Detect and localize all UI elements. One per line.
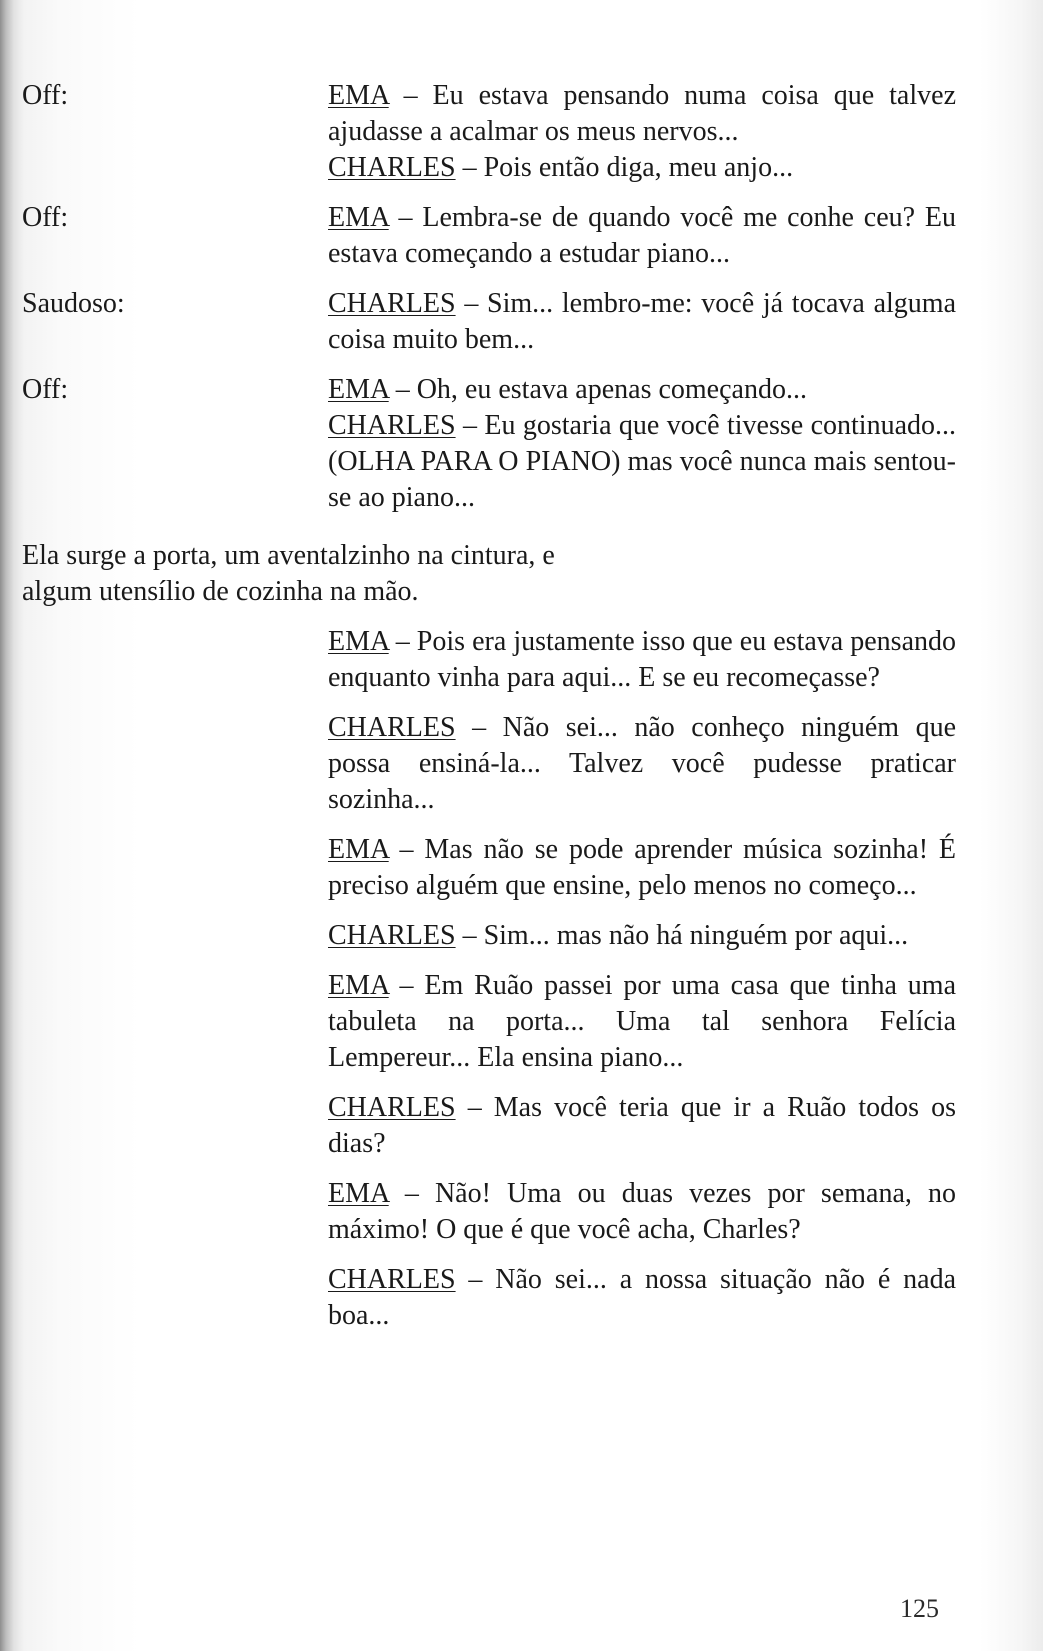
speech bbox=[328, 710, 956, 818]
dialogue-entry bbox=[0, 918, 1043, 954]
speech-text: – Não sei... não conheço ninguém que possa ensiná-la... Talvez você pudesse praticar sozinha... bbox=[328, 712, 956, 815]
speech-text: – Sim... mas não há ninguém por aqui... bbox=[462, 920, 909, 951]
speaker-name: CHARLES bbox=[328, 288, 456, 319]
speaker-name: EMA bbox=[328, 80, 389, 111]
dialogue-entry bbox=[0, 710, 1043, 818]
speech bbox=[328, 408, 956, 516]
speaker-name: EMA bbox=[328, 970, 389, 1001]
speaker-name: CHARLES bbox=[328, 410, 456, 441]
cue-label: Saudoso: bbox=[22, 288, 125, 319]
dialogue-entry bbox=[0, 832, 1043, 904]
speaker-name: EMA bbox=[328, 1178, 389, 1209]
cue-label: Off: bbox=[22, 374, 69, 405]
cue-label: Off: bbox=[22, 80, 69, 111]
speaker-name: CHARLES bbox=[328, 712, 456, 743]
dialogue-entry bbox=[0, 968, 1043, 1076]
cue-label: Off: bbox=[22, 202, 69, 233]
dialogue-entry bbox=[0, 624, 1043, 696]
speech-text: – Eu gostaria que você tivesse continuado... (OLHA PARA O PIANO) mas você nunca mais sentou-se ao piano... bbox=[328, 410, 956, 513]
script-text bbox=[0, 78, 1043, 1334]
speech bbox=[328, 832, 956, 904]
speaker-name: CHARLES bbox=[328, 1264, 456, 1295]
speech-text: – Sim... lembro-me: você já tocava alguma coisa muito bem... bbox=[328, 288, 956, 355]
speech-text: – Não! Uma ou duas vezes por semana, no máximo! O que é que você acha, Charles? bbox=[328, 1178, 956, 1245]
speech-text: – Em Ruão passei por uma casa que tinha uma tabuleta na porta... Uma tal senhora Felícia Lempereur... Ela ensina piano... bbox=[328, 970, 956, 1073]
speech bbox=[328, 372, 956, 408]
speech bbox=[328, 1090, 956, 1162]
dialogue-entry bbox=[0, 1176, 1043, 1248]
script-entry bbox=[0, 200, 1043, 272]
speaker-name: CHARLES bbox=[328, 1092, 456, 1123]
speech bbox=[328, 918, 956, 954]
script-entry bbox=[0, 78, 1043, 150]
speech bbox=[328, 286, 956, 358]
speech bbox=[328, 1262, 956, 1334]
script-entry bbox=[0, 372, 1043, 408]
script-entry bbox=[0, 286, 1043, 358]
speech bbox=[328, 1176, 956, 1248]
speech-text: – Mas não se pode aprender música sozinha! É preciso alguém que ensine, pelo menos no começo... bbox=[328, 834, 956, 901]
speech bbox=[328, 968, 956, 1076]
speech bbox=[328, 150, 956, 186]
speaker-name: CHARLES bbox=[328, 920, 456, 951]
script-entry bbox=[0, 150, 1043, 186]
stage-direction: Ela surge a porta, um aventalzinho na cintura, e algum utensílio de cozinha na mão. bbox=[22, 540, 555, 607]
dialogue-entry bbox=[0, 1090, 1043, 1162]
speech-text: – Eu estava pensando numa coisa que talvez ajudasse a acalmar os meus nervos... bbox=[328, 80, 956, 147]
dialogue-entry bbox=[0, 1262, 1043, 1334]
speech-text: – Pois era justamente isso que eu estava pensando enquanto vinha para aqui... E se eu recomeçasse? bbox=[328, 626, 957, 693]
page-number: 125 bbox=[900, 1594, 939, 1623]
speech bbox=[328, 78, 956, 150]
script-entry bbox=[0, 408, 1043, 516]
speech-text: – Mas você teria que ir a Ruão todos os dias? bbox=[328, 1092, 957, 1159]
speech-text: – Pois então diga, meu anjo... bbox=[462, 152, 794, 183]
speech-text: – Lembra-se de quando você me conhe ceu? Eu estava começando a estudar piano... bbox=[328, 202, 956, 269]
speaker-name: EMA bbox=[328, 374, 389, 405]
speech bbox=[328, 624, 956, 696]
speaker-name: EMA bbox=[328, 202, 389, 233]
speaker-name: EMA bbox=[328, 626, 389, 657]
speech-text: – Não sei... a nossa situação não é nada boa... bbox=[328, 1264, 956, 1331]
speech-text: – Oh, eu estava apenas começando... bbox=[395, 374, 807, 405]
speech bbox=[328, 200, 956, 272]
speaker-name: CHARLES bbox=[328, 152, 456, 183]
speaker-name: EMA bbox=[328, 834, 389, 865]
